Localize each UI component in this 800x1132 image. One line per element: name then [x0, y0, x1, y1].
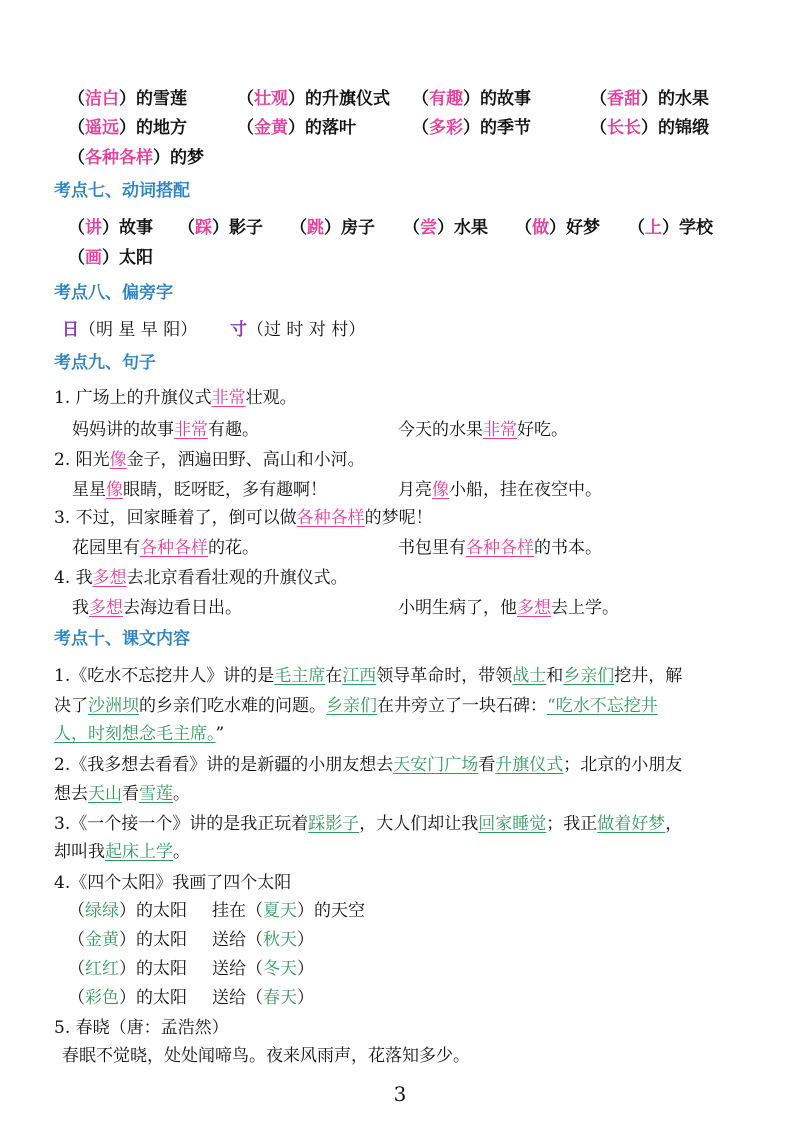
sentence-1a: 妈妈讲的故事非常有趣。: [72, 420, 259, 440]
adj-phrase: （壮观）的升旗仪式: [237, 89, 390, 109]
adj-phrase: （长长）的锦缎: [590, 118, 709, 138]
content-p3-line2: 却叫我起床上学。: [54, 842, 190, 862]
sentence-2a: 星星像眼睛，眨呀眨，多有趣啊！: [72, 480, 327, 500]
sentence-2b: 月亮像小船，挂在夜空中。: [398, 480, 602, 500]
poem-title: 5. 春晓（唐：孟浩然）: [54, 1018, 229, 1038]
adj-phrase: （遥远）的地方: [68, 118, 187, 138]
sentence-1b: 今天的水果非常好吃。: [398, 420, 568, 440]
verb-phrase: （画）太阳: [68, 248, 153, 268]
sun-row: （金黄）的太阳 送给（秋天）: [68, 930, 314, 950]
sun-row: （彩色）的太阳 送给（春天）: [68, 988, 314, 1008]
adj-phrase: （洁白）的雪莲: [68, 89, 187, 109]
verb-phrase: （踩）影子: [178, 218, 263, 238]
adj-phrase: （香甜）的水果: [590, 89, 709, 109]
sentence-4: 4. 我多想去北京看看壮观的升旗仪式。: [54, 568, 348, 588]
content-p1-line1: 1.《吃水不忘挖井人》讲的是毛主席在江西领导革命时，带领战士和乡亲们挖井，解: [54, 666, 683, 686]
content-p1-line2: 决了沙洲坝的乡亲们吃水难的问题。乡亲们在井旁立了一块石碑：“吃水不忘挖井: [54, 696, 658, 716]
verb-phrase: （讲）故事: [68, 218, 153, 238]
adj-phrase: （各种各样）的梦: [68, 148, 204, 168]
adj-row-2: [0, 116, 800, 140]
sentence-4b: 小明生病了，他多想去上学。: [398, 598, 619, 618]
verb-phrase: （上）学校: [628, 218, 713, 238]
adj-row-1: [0, 87, 800, 111]
sentence-4a: 我多想去海边看日出。: [72, 598, 242, 618]
sentence-2: 2. 阳光像金子，洒遍田野、高山和小河。: [54, 450, 365, 470]
sentence-1: 1. 广场上的升旗仪式非常壮观。: [54, 388, 297, 408]
radical-group: 日（明 星 早 阳）: [62, 320, 198, 340]
sun-row: （红红）的太阳 送给（冬天）: [68, 959, 314, 979]
adj-phrase: （多彩）的季节: [412, 118, 531, 138]
verb-phrase: （尝）水果: [403, 218, 488, 238]
section-heading-9: 考点九、句子: [54, 353, 156, 373]
page-number: 3: [393, 1082, 407, 1106]
section-heading-7: 考点七、动词搭配: [54, 181, 190, 201]
poem-text: 春眠不觉晓，处处闻啼鸟。夜来风雨声，花落知多少。: [62, 1046, 470, 1066]
content-p4-title: 4.《四个太阳》我画了四个太阳: [54, 873, 292, 893]
radical-group: 寸（过 时 对 村）: [230, 320, 366, 340]
content-p1-line3: 人，时刻想念毛主席。”: [54, 724, 225, 744]
sentence-3a: 花园里有各种各样的花。: [72, 538, 259, 558]
content-p2-line2: 想去天山看雪莲。: [54, 784, 190, 804]
content-p3-line1: 3.《一个接一个》讲的是我正玩着踩影子，大人们却让我回家睡觉；我正做着好梦，: [54, 814, 683, 834]
sun-row: （绿绿）的太阳 挂在（夏天）的天空: [68, 901, 365, 921]
adj-phrase: （有趣）的故事: [412, 89, 531, 109]
section-heading-10: 考点十、课文内容: [54, 629, 190, 649]
verb-phrase: （做）好梦: [515, 218, 600, 238]
sentence-3b: 书包里有各种各样的书本。: [398, 538, 602, 558]
sentence-3: 3. 不过，回家睡着了，倒可以做各种各样的梦呢！: [54, 508, 433, 528]
verb-row-1: [0, 216, 800, 240]
content-p2-line1: 2.《我多想去看看》讲的是新疆的小朋友想去天安门广场看升旗仪式；北京的小朋友: [54, 755, 683, 775]
verb-phrase: （跳）房子: [290, 218, 375, 238]
adj-phrase: （金黄）的落叶: [237, 118, 356, 138]
section-heading-8: 考点八、偏旁字: [54, 283, 173, 303]
